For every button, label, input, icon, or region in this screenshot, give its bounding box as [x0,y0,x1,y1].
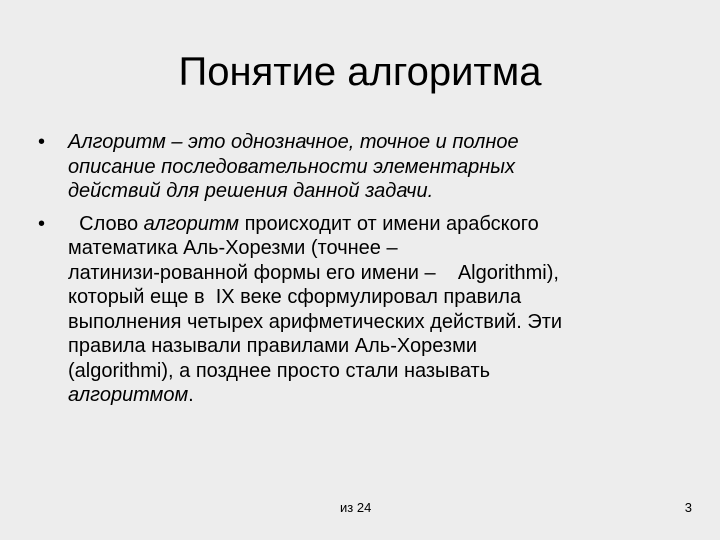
slide-title: Понятие алгоритма [178,50,542,94]
definition-line-1: Алгоритм – это однозначное, точное и полное [68,131,519,153]
etymology-text: происходит от имени арабского [239,212,539,235]
bullet-marker: • [38,131,46,153]
etymology-line-7: (algorithmi), а позднее просто стали называть [68,359,491,382]
etymology-line-5: выполнения четырех арифметических действий. Эти [68,310,563,333]
bullet-marker: • [38,212,46,235]
bullet-list [38,130,678,408]
bullet-item-definition [38,130,678,204]
definition-line-3: действий для решения данной задачи. [68,180,434,202]
etymology-term: алгоритмом [68,384,189,406]
etymology-text: . [188,384,194,406]
etymology-line-8 [68,383,678,408]
etymology-line-3: латинизи-рованной формы его имени – Algorithmi), [68,261,559,284]
bullet-item-etymology [38,212,678,408]
etymology-line-2: математика Аль-Хорезми (точнее – [68,237,398,259]
etymology-text: Слово [79,212,144,235]
definition-line-2: описание последовательности элементарных [68,155,515,178]
etymology-line-1 [68,212,678,237]
etymology-term: алгоритм [143,212,240,235]
slide-footer-total: из 24 [340,500,372,515]
etymology-line-6: правила называли правилами Аль-Хорезми [68,335,478,357]
etymology-line-4: который еще в IX веке сформулировал правила [68,286,522,308]
slide-page-number: 3 [684,500,692,515]
